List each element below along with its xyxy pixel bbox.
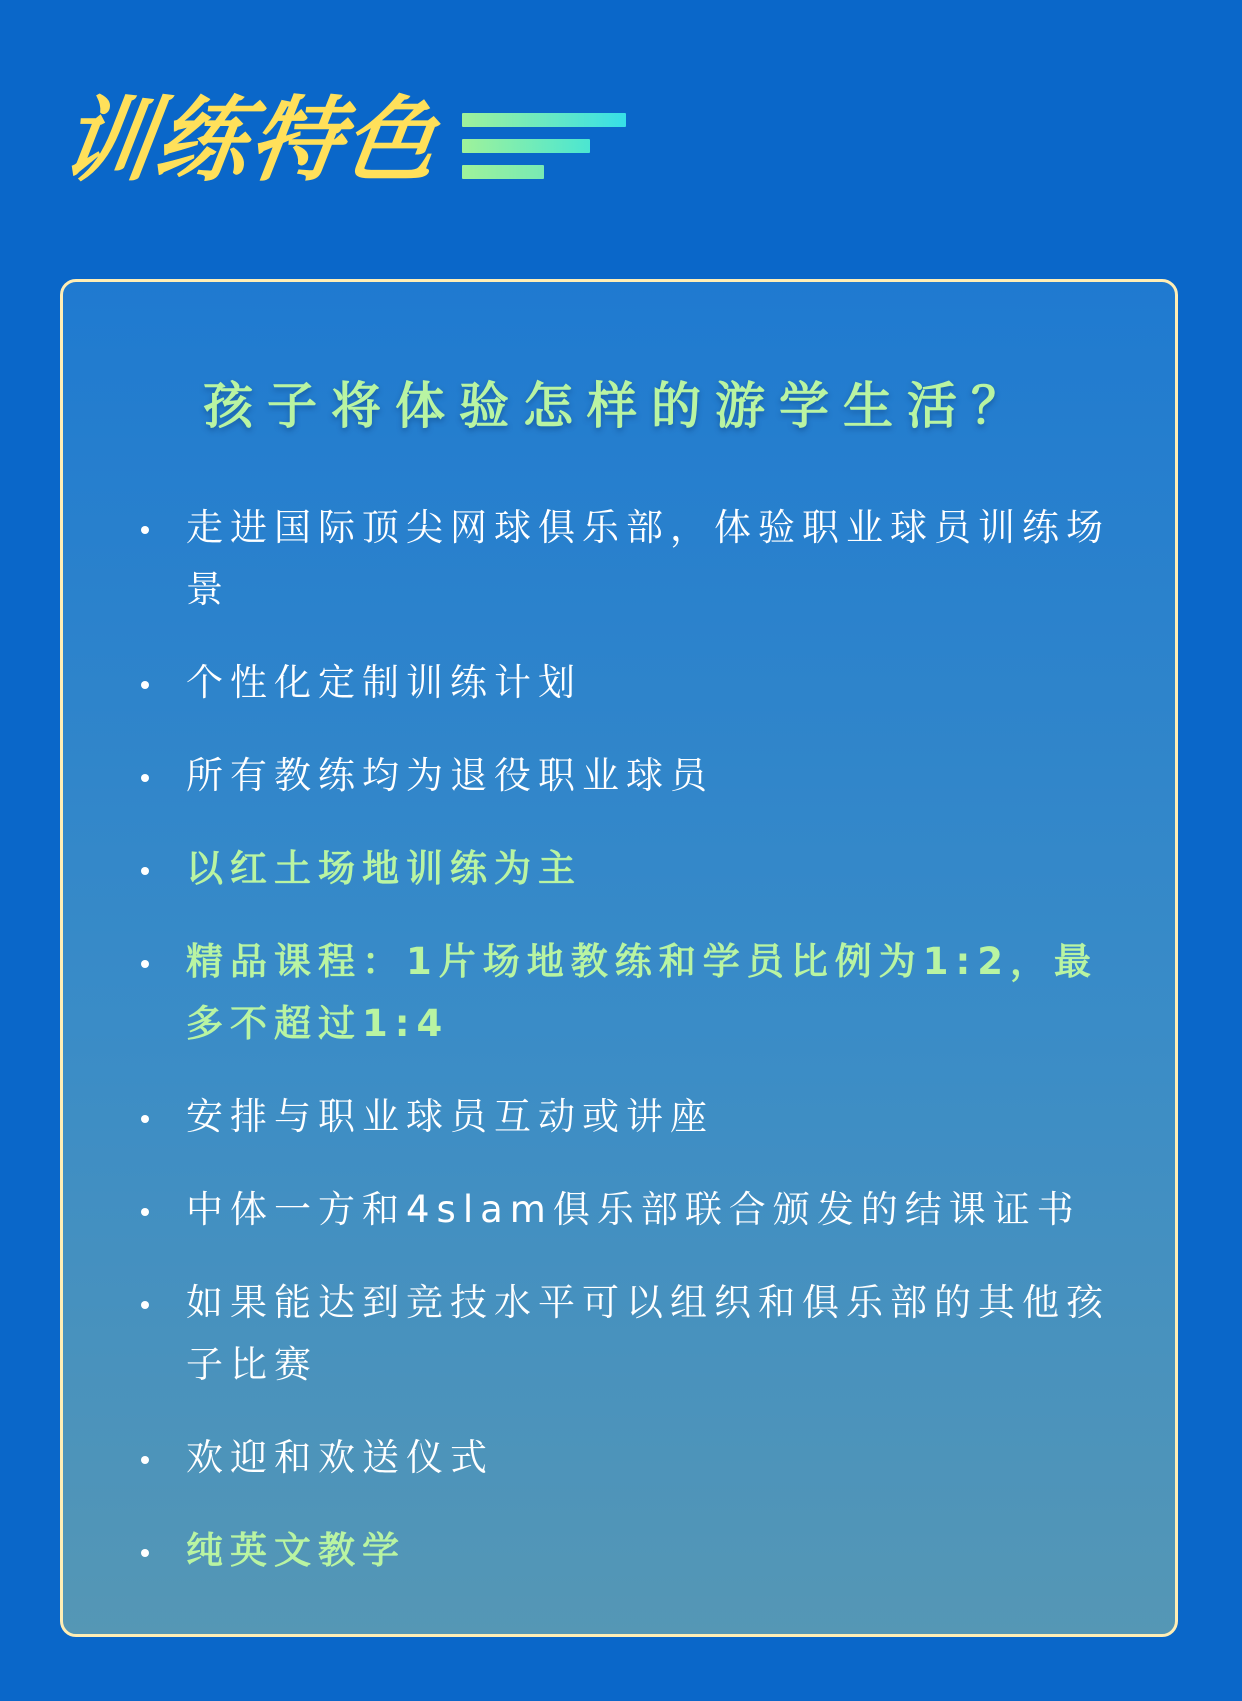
features-card: [60, 279, 1178, 1637]
list-item-text: 纯英文教学: [186, 1529, 406, 1572]
list-item-text: 中体一方和4slam俱乐部联合颁发的结课证书: [186, 1188, 1081, 1231]
list-item-text: 欢迎和欢送仪式: [186, 1436, 494, 1479]
list-item-text: 如果能达到竞技水平可以组织和俱乐部的其他孩子比赛: [186, 1281, 1110, 1386]
bullet-icon: [141, 867, 149, 875]
list-item: [141, 1520, 1141, 1582]
bullet-icon: [141, 774, 149, 782]
bullet-icon: [141, 1456, 149, 1464]
bullet-icon: [141, 526, 149, 534]
stripe-bottom: [462, 165, 544, 179]
bullet-icon: [141, 1301, 149, 1309]
list-item: [141, 652, 1141, 714]
list-item: [141, 1086, 1141, 1148]
list-item-text: 精品课程：1片场地教练和学员比例为1:2，最多不超过1:4: [186, 940, 1099, 1045]
feature-list: [141, 497, 1141, 1613]
list-item: [141, 745, 1141, 807]
list-item: [141, 838, 1141, 900]
stripe-middle: [462, 139, 590, 153]
list-item-text: 走进国际顶尖网球俱乐部，体验职业球员训练场景: [186, 506, 1110, 611]
list-item: [141, 1179, 1141, 1241]
list-item-text: 所有教练均为退役职业球员: [186, 754, 714, 797]
bullet-icon: [141, 1549, 149, 1557]
section-title: 训练特色: [54, 87, 446, 194]
list-item: [141, 931, 1141, 1055]
bullet-icon: [141, 1208, 149, 1216]
list-item: [141, 1272, 1141, 1396]
bullet-icon: [141, 960, 149, 968]
stripe-top: [462, 113, 626, 127]
section-header: [54, 86, 632, 196]
card-question: 孩子将体验怎样的游学生活？: [203, 377, 1035, 435]
decorative-stripes-icon: [462, 99, 632, 183]
list-item-text: 以红土场地训练为主: [186, 847, 582, 890]
list-item: [141, 1427, 1141, 1489]
bullet-icon: [141, 1115, 149, 1123]
list-item: [141, 497, 1141, 621]
list-item-text: 个性化定制训练计划: [186, 661, 582, 704]
list-item-text: 安排与职业球员互动或讲座: [186, 1095, 714, 1138]
bullet-icon: [141, 681, 149, 689]
